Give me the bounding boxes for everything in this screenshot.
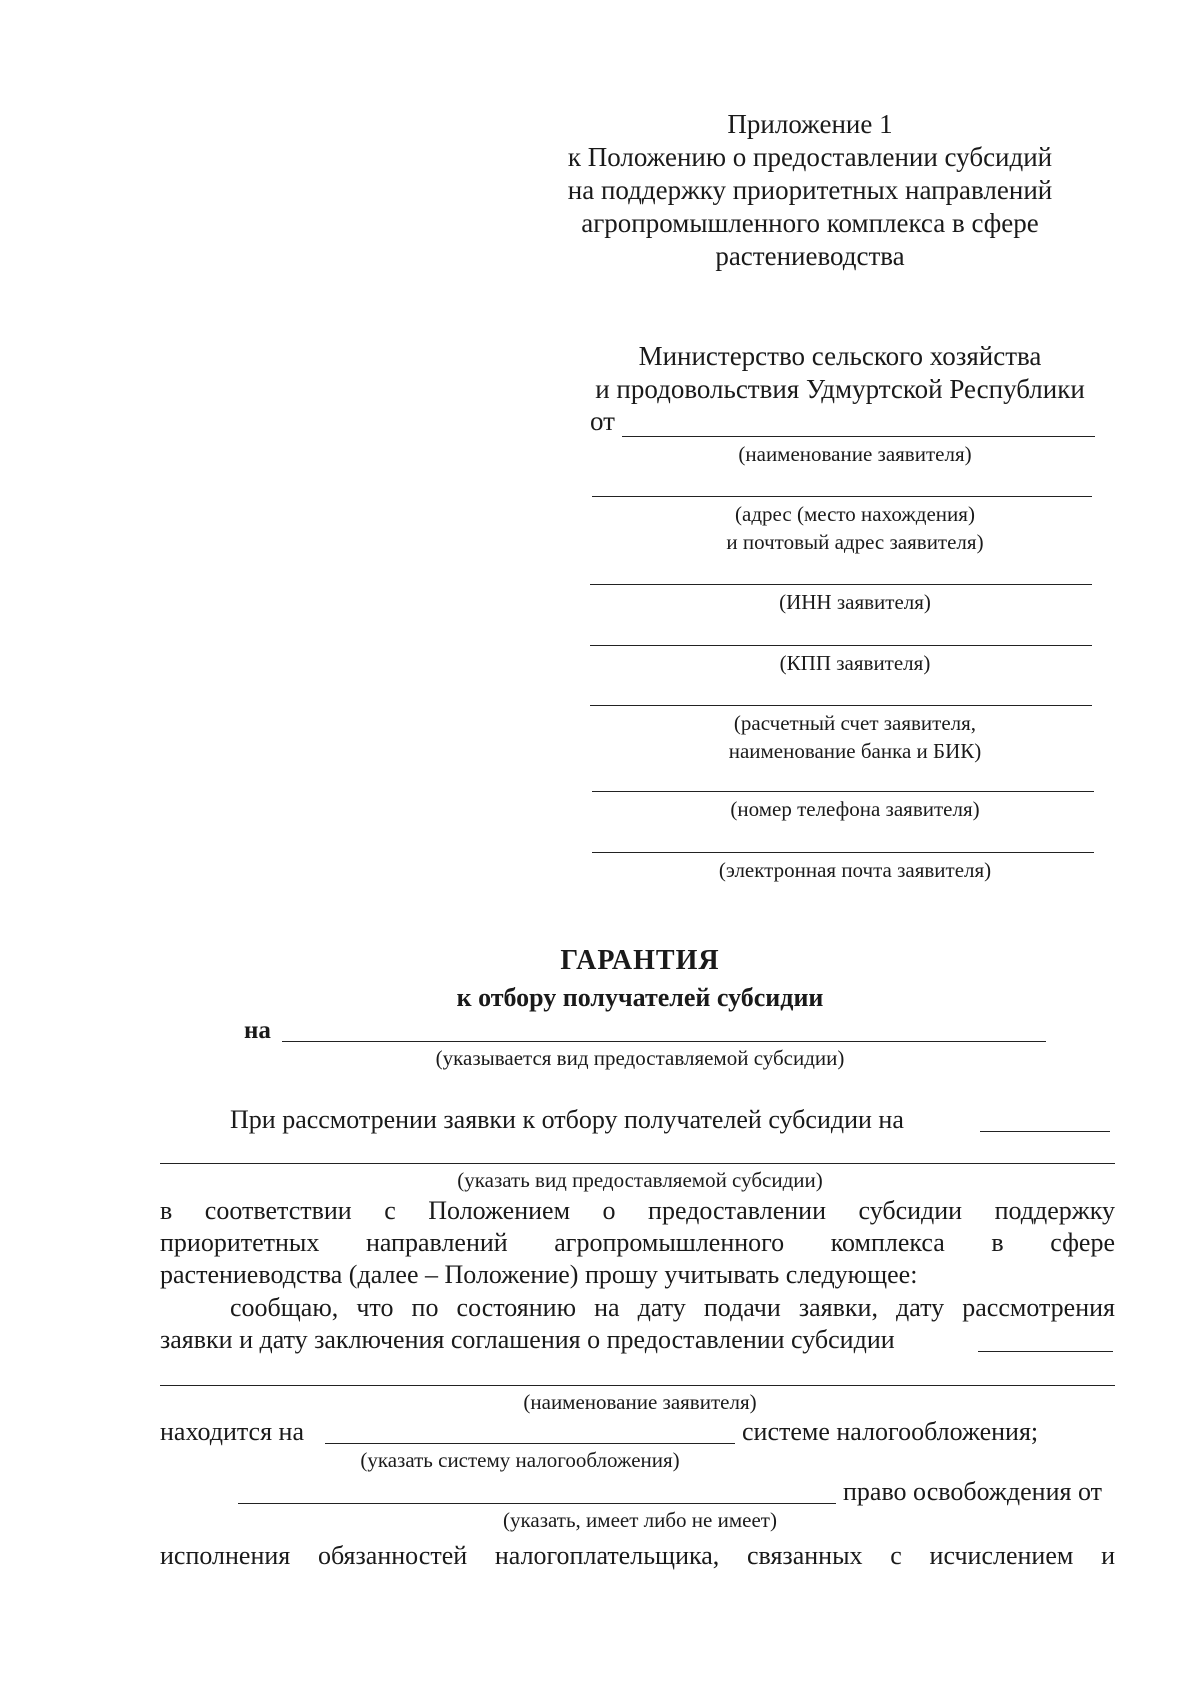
document-subtitle: к отбору получателей субсидии (456, 983, 824, 1012)
hint-phone: (номер телефона заявителя) (730, 797, 980, 821)
tax-suffix: системе налогообложения; (742, 1417, 1039, 1446)
addressee-ministry (570, 340, 1110, 406)
exemption-underline[interactable] (238, 1503, 836, 1504)
p3-short-underline[interactable] (978, 1351, 1113, 1352)
subsidy-type-label: на (244, 1017, 271, 1044)
hint-p3-applicant: (наименование заявителя) (523, 1390, 757, 1414)
p3-line-1: сообщаю, что по состоянию на дату подачи заявки, дату рассмотрения (230, 1293, 1115, 1322)
from-label: от (590, 406, 615, 436)
subsidy-type-underline[interactable] (282, 1041, 1046, 1042)
hint-p1-subsidy: (указать вид предоставляемой субсидии) (457, 1168, 823, 1192)
hint-subsidy-type: (указывается вид предоставляемой субсидии) (435, 1046, 845, 1070)
hint-kpp: (КПП заявителя) (779, 651, 931, 675)
hint-tax-system: (указать систему налогообложения) (360, 1448, 680, 1472)
address-underline[interactable] (592, 496, 1092, 497)
appendix-header (540, 108, 1080, 273)
p1-short-underline[interactable] (980, 1131, 1110, 1132)
from-field[interactable] (590, 405, 1095, 438)
inn-underline[interactable] (590, 584, 1092, 585)
ministry-line-2: и продовольствия Удмуртской Республики (595, 374, 1085, 404)
p1-long-underline[interactable] (160, 1163, 1115, 1164)
hint-exemption: (указать, имеет либо не имеет) (503, 1508, 777, 1532)
hint-inn: (ИНН заявителя) (779, 590, 931, 614)
ministry-line-1: Министерство сельского хозяйства (638, 341, 1042, 371)
phone-underline[interactable] (592, 791, 1094, 792)
hint-address-1: (адрес (место нахождения) (735, 502, 975, 526)
p2-line-1: в соответствии с Положением о предоставлении субсидии поддержку (160, 1196, 1115, 1225)
hint-account-2: наименование банка и БИК) (728, 739, 982, 763)
p2-line-2: приоритетных направлений агропромышленного комплекса в сфере (160, 1228, 1115, 1257)
email-underline[interactable] (592, 852, 1094, 853)
hint-address-2: и почтовый адрес заявителя) (726, 530, 984, 554)
appendix-line-2: к Положению о предоставлении субсидий (567, 142, 1053, 172)
hint-applicant-name: (наименование заявителя) (738, 442, 972, 466)
hint-email: (электронная почта заявителя) (718, 858, 992, 882)
appendix-number: Приложение 1 (727, 109, 893, 139)
kpp-underline[interactable] (590, 645, 1092, 646)
appendix-line-4: агропромышленного комплекса в сфере (581, 208, 1039, 238)
tax-prefix: находится на (160, 1417, 304, 1446)
exemption-suffix: право освобождения от (843, 1477, 1102, 1506)
from-underline (622, 436, 1095, 437)
p1-text: При рассмотрении заявки к отбору получателей субсидии на (230, 1105, 904, 1134)
tax-system-underline[interactable] (325, 1443, 735, 1444)
appendix-line-5: растениеводства (715, 241, 905, 271)
p3-long-underline[interactable] (160, 1385, 1115, 1386)
document-title: ГАРАНТИЯ (560, 945, 720, 976)
p3-line-2: заявки и дату заключения соглашения о предоставлении субсидии (160, 1325, 895, 1354)
account-underline[interactable] (590, 705, 1092, 706)
p2-line-3: растениеводства (далее – Положение) прошу учитывать следующее: (160, 1260, 918, 1289)
last-line: исполнения обязанностей налогоплательщика, связанных с исчислением и (160, 1541, 1115, 1570)
appendix-line-3: на поддержку приоритетных направлений (567, 175, 1053, 205)
hint-account-1: (расчетный счет заявителя, (733, 711, 977, 735)
